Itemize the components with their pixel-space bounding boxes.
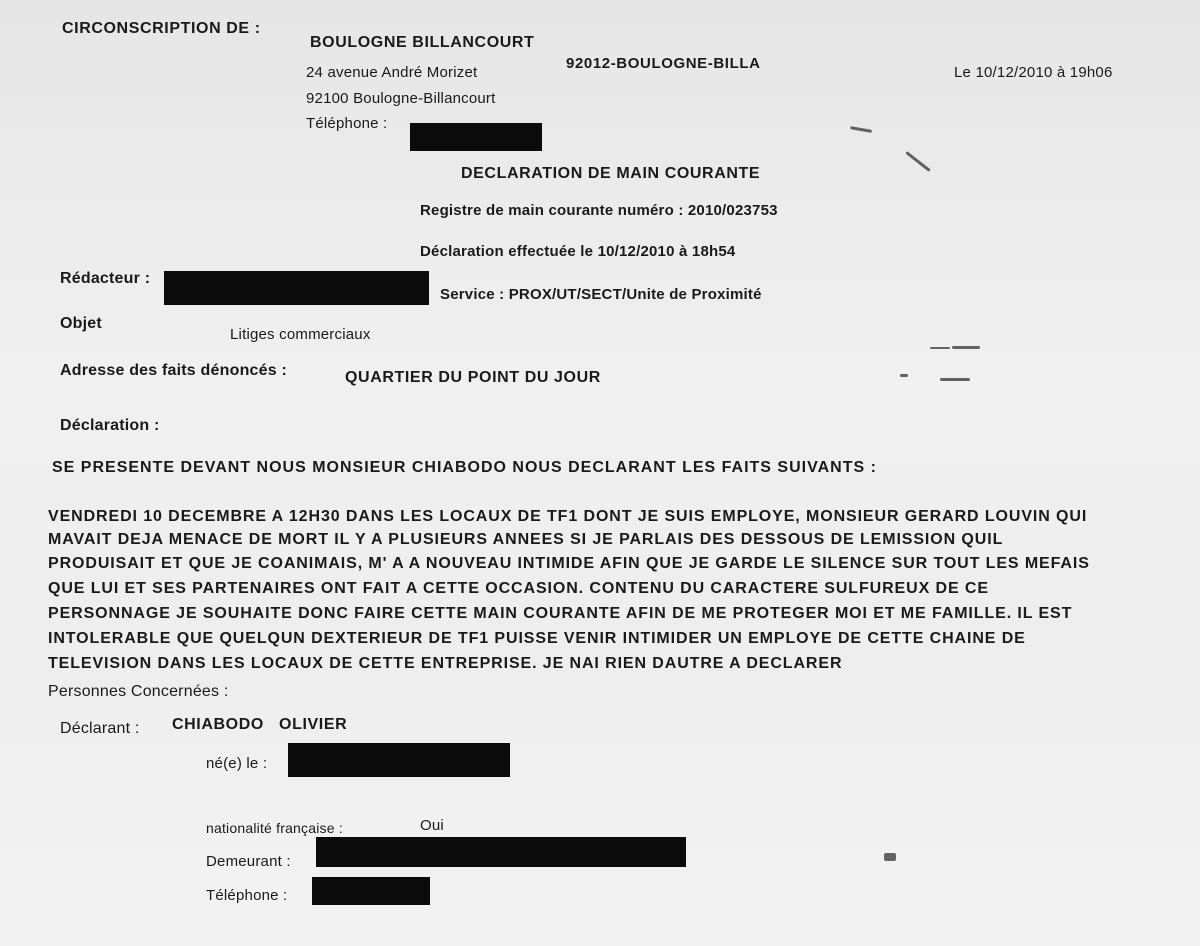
document-title: DECLARATION DE MAIN COURANTE [461, 165, 761, 182]
ink-smudge [884, 853, 896, 861]
circonscription-code: 92012-BOULOGNE-BILLA [566, 55, 761, 72]
redaction-bar [316, 837, 686, 867]
birth-date-label: né(e) le : [206, 755, 268, 772]
document-timestamp: Le 10/12/2010 à 19h06 [954, 64, 1113, 81]
declarant-name: CHIABODO OLIVIER [172, 716, 348, 733]
address-line-1: 24 avenue André Morizet [306, 64, 478, 81]
adresse-value: QUARTIER DU POINT DU JOUR [345, 369, 601, 386]
objet-label: Objet [60, 315, 102, 332]
declaration-body-line: PERSONNAGE JE SOUHAITE DONC FAIRE CETTE MAIN COURANTE AFIN DE ME PROTEGER MOI ET ME FAMILLE. IL EST [48, 605, 1073, 622]
declaration-body-line: INTOLERABLE QUE QUELQUN DEXTERIEUR DE TF1 PUISSE VENIR INTIMIDER UN EMPLOYE DE CETTE CHAINE DE [48, 630, 1026, 647]
ink-smudge [905, 151, 930, 172]
ink-smudge [940, 378, 970, 381]
declaration-intro: SE PRESENTE DEVANT NOUS MONSIEUR CHIABODO NOUS DECLARANT LES FAITS SUIVANTS : [52, 459, 877, 476]
ink-smudge [930, 347, 950, 349]
adresse-label: Adresse des faits dénoncés : [60, 362, 288, 379]
ink-smudge [850, 126, 872, 133]
declarant-label: Déclarant : [60, 720, 140, 737]
redaction-bar [410, 123, 542, 151]
personnes-label: Personnes Concernées : [48, 683, 229, 700]
declaration-body-line: VENDREDI 10 DECEMBRE A 12H30 DANS LES LOCAUX DE TF1 DONT JE SUIS EMPLOYE, MONSIEUR GERARD LOUVIN QUI [48, 508, 1088, 525]
ink-smudge [952, 346, 980, 349]
phone-label: Téléphone : [306, 115, 388, 132]
service-line: Service : PROX/UT/SECT/Unite de Proximité [440, 286, 762, 303]
declaration-date: Déclaration effectuée le 10/12/2010 à 18h54 [420, 243, 736, 260]
declaration-body-line: PRODUISAIT ET QUE JE COANIMAIS, M' A A NOUVEAU INTIMIDE AFIN QUE JE GARDE LE SILENCE SUR TOUT LES MEFAIS [48, 555, 1090, 572]
objet-value: Litiges commerciaux [230, 326, 371, 343]
nationalite-label: nationalité française : [206, 820, 343, 836]
circonscription-label: CIRCONSCRIPTION DE : [62, 20, 261, 37]
demeurant-label: Demeurant : [206, 853, 291, 870]
redaction-bar [312, 877, 430, 905]
declaration-body-line: QUE LUI ET SES PARTENAIRES ONT FAIT A CETTE OCCASION. CONTENU DU CARACTERE SULFUREUX DE CE [48, 580, 989, 597]
declaration-body-line: MAVAIT DEJA MENACE DE MORT IL Y A PLUSIEURS ANNEES SI JE PARLAIS DES DESSOUS DE LEMISSION QUIL [48, 531, 1004, 548]
redaction-bar [288, 743, 510, 777]
declaration-body-line: TELEVISION DANS LES LOCAUX DE CETTE ENTREPRISE. JE NAI RIEN DAUTRE A DECLARER [48, 655, 843, 672]
address-line-2: 92100 Boulogne-Billancourt [306, 90, 496, 107]
redacteur-label: Rédacteur : [60, 270, 151, 287]
circonscription-city: BOULOGNE BILLANCOURT [310, 34, 535, 51]
ink-smudge [900, 374, 908, 377]
registre-number: Registre de main courante numéro : 2010/023753 [420, 202, 778, 219]
nationalite-value: Oui [420, 817, 444, 834]
declaration-label: Déclaration : [60, 417, 160, 434]
redaction-bar [164, 271, 429, 305]
telephone-label: Téléphone : [206, 887, 288, 904]
